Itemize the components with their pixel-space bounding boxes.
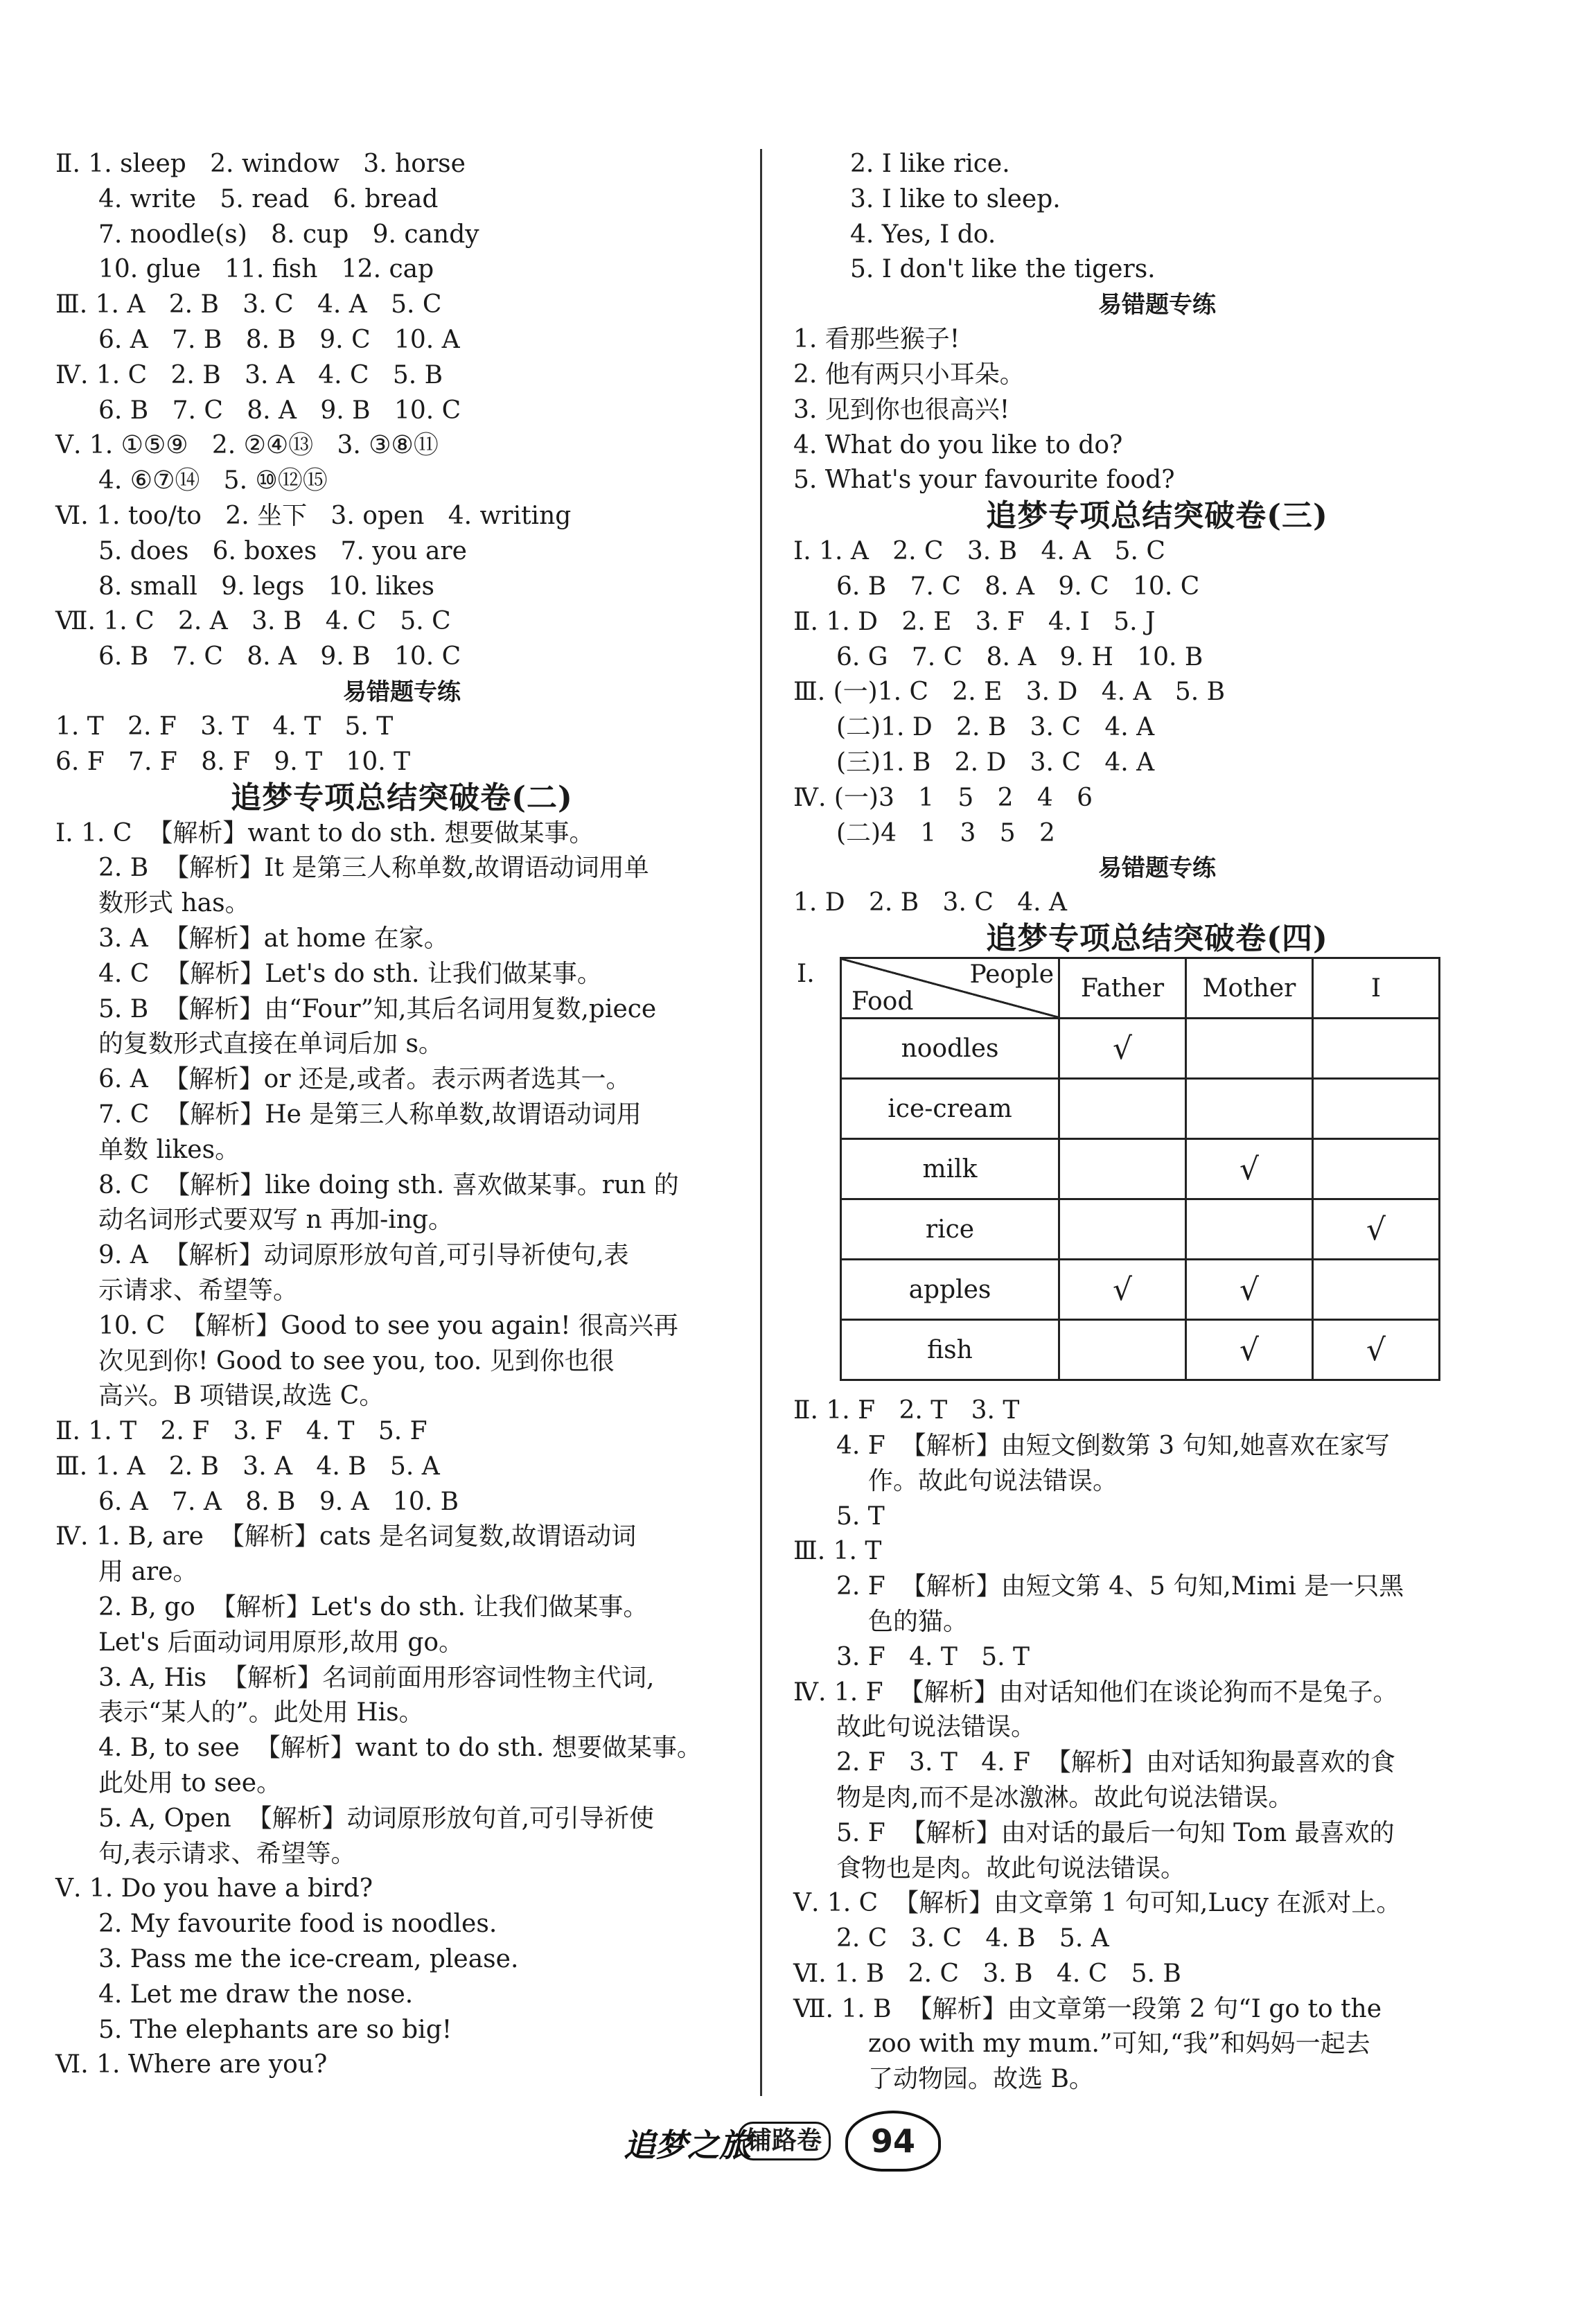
left-column [55,147,748,2083]
answer-line: 2. F 3. T 4. F 【解析】由对话知狗最喜欢的食 [836,1748,1395,1777]
answer-line: 用 are。 [98,1558,198,1587]
answer-line: 4. What do you like to do? [793,430,1123,459]
answer-line: 6. F 7. F 8. F 9. T 10. T [55,747,411,776]
mother-cell [1186,1199,1313,1260]
answer-line: 1. D 2. B 3. C 4. A [793,888,1068,917]
section-subtitle: 易错题专练 [343,678,461,706]
section-subtitle: 易错题专练 [1098,854,1216,883]
answer-line: 数形式 has。 [98,889,250,918]
table-body [841,1019,1440,1380]
answer-line: 7. C 【解析】He 是第三人称单数,故谓语动词用 [98,1100,642,1129]
answer-line: Ⅱ. 1. D 2. E 3. F 4. I 5. J [793,607,1156,636]
answer-line: 6. B 7. C 8. A 9. C 10. C [836,572,1200,601]
answer-line: 2. I like rice. [850,150,1010,178]
answer-line: Ⅵ. 1. B 2. C 3. B 4. C 5. B [793,1959,1181,1988]
answer-line: Ⅳ. 1. B, are 【解析】cats 是名词复数,故谓语动词 [55,1522,637,1551]
answer-line: 作。故此句说法错误。 [868,1466,1118,1495]
answer-line: 2. B 【解析】It 是第三人称单数,故谓语动词用单 [98,854,649,883]
answer-line: 8. small 9. legs 10. likes [98,572,434,601]
answer-line: (三)1. B 2. D 3. C 4. A [836,748,1155,777]
answer-line: 4. C 【解析】Let's do sth. 让我们做某事。 [98,959,602,988]
answer-line: 5. T [836,1502,885,1531]
answer-line: 4. write 5. read 6. bread [98,184,439,213]
survey-table-block [793,957,1521,1393]
mother-cell: √ [1186,1320,1313,1380]
father-cell [1059,1199,1186,1260]
answer-line: Ⅲ. 1. A 2. B 3. C 4. A 5. C [55,290,442,319]
answer-line: 此处用 to see。 [98,1769,282,1798]
mother-cell: √ [1186,1260,1313,1320]
answer-line: 1. 看那些猴子! [793,325,960,354]
brand-badge: 铺路卷 [738,2122,831,2160]
answer-line: 食物也是肉。故此句说法错误。 [836,1854,1186,1883]
answer-line: 6. A 7. B 8. B 9. C 10. A [98,325,460,354]
section-title: 追梦专项总结突破卷(三) [986,498,1328,534]
answer-line: 7. noodle(s) 8. cup 9. candy [98,220,479,249]
food-cell: noodles [841,1019,1059,1079]
answer-line: 5. B 【解析】由“Four”知,其后名词用复数,piece [98,994,657,1023]
answer-line: Ⅵ. 1. Where are you? [55,2050,328,2079]
header-food: Food [852,987,914,1016]
brand-logo-text: 追梦之旅 [624,2127,751,2164]
answer-line: Ⅲ. (一)1. C 2. E 3. D 4. A 5. B [793,678,1226,707]
answer-line: 5. What's your favourite food? [793,466,1175,495]
table-row [841,1019,1440,1079]
answer-line: (二)1. D 2. B 3. C 4. A [836,713,1155,742]
answer-line: 6. A 【解析】or 还是,或者。表示两者选其一。 [98,1065,631,1094]
i-cell: √ [1313,1199,1440,1260]
answer-line: 6. B 7. C 8. A 9. B 10. C [98,396,461,425]
diagonal-header-cell [841,958,1059,1019]
answer-line: 句,表示请求、希望等。 [98,1839,356,1868]
table-row [841,1079,1440,1139]
page-number: 94 [845,2111,941,2172]
answer-line: 3. Pass me the ice-cream, please. [98,1945,519,1974]
i-cell [1313,1260,1440,1320]
table-row [841,1260,1440,1320]
father-cell [1059,1139,1186,1199]
header-father: Father [1059,958,1186,1019]
answer-line: 了动物园。故选 B。 [868,2065,1094,2094]
food-cell: fish [841,1320,1059,1380]
father-cell: √ [1059,1260,1186,1320]
answer-line: 2. F 【解析】由短文第 4、5 句知,Mimi 是一只黑 [836,1572,1404,1601]
answer-line: 5. The elephants are so big! [98,2015,452,2044]
answer-line: 4. ⑥⑦⑭ 5. ⑩⑫⑮ [98,466,328,495]
answer-line: Ⅱ. 1. T 2. F 3. F 4. T 5. F [55,1417,427,1446]
answer-line: Ⅰ. 1. C 【解析】want to do sth. 想要做某事。 [55,818,594,847]
answer-line: Ⅲ. 1. T [793,1537,882,1566]
answer-line: Let's 后面动词用原形,故用 go。 [98,1628,464,1657]
answer-line: 3. 见到你也很高兴! [793,395,1010,424]
i-cell: √ [1313,1320,1440,1380]
answer-line: Ⅵ. 1. too/to 2. 坐下 3. open 4. writing [55,501,572,530]
answer-line: 次见到你! Good to see you, too. 见到你也很 [98,1346,615,1375]
answer-line: 3. I like to sleep. [850,184,1061,213]
answer-line: 4. Let me draw the nose. [98,1980,414,2009]
answer-line: Ⅶ. 1. B 【解析】由文章第一段第 2 句“I go to the [793,1994,1382,2023]
food-cell: ice-cream [841,1079,1059,1139]
father-cell [1059,1079,1186,1139]
right-bottom-block [793,1393,1521,2097]
i-cell [1313,1019,1440,1079]
answer-line: 4. F 【解析】由短文倒数第 3 句知,她喜欢在家写 [836,1431,1390,1460]
answer-line: Ⅴ. 1. C 【解析】由文章第 1 句可知,Lucy 在派对上。 [793,1889,1402,1918]
answer-line: 6. B 7. C 8. A 9. B 10. C [98,642,461,671]
father-cell: √ [1059,1019,1186,1079]
i-cell [1313,1139,1440,1199]
answer-line: Ⅴ. 1. Do you have a bird? [55,1874,373,1903]
answer-line: 的复数形式直接在单词后加 s。 [98,1030,443,1059]
header-i: I [1313,958,1440,1019]
i-cell [1313,1079,1440,1139]
right-top-block [793,147,1521,957]
answer-line: 物是肉,而不是冰激淋。故此句说法错误。 [836,1783,1294,1812]
father-cell [1059,1320,1186,1380]
food-cell: apples [841,1260,1059,1320]
mother-cell: √ [1186,1139,1313,1199]
answer-line: 6. G 7. C 8. A 9. H 10. B [836,642,1203,671]
column-divider [760,149,762,2096]
answer-line: 5. I don't like the tigers. [850,255,1156,284]
table-header-row [841,958,1440,1019]
answer-line: 4. Yes, I do. [850,220,996,249]
answer-line: 2. My favourite food is noodles. [98,1910,497,1939]
food-survey-table [840,957,1440,1381]
answer-line: Ⅶ. 1. C 2. A 3. B 4. C 5. C [55,607,451,636]
answer-line: 高兴。B 项错误,故选 C。 [98,1382,385,1411]
answer-line: 示请求、希望等。 [98,1276,299,1305]
food-cell: milk [841,1139,1059,1199]
header-people: People [969,960,1054,989]
answer-line: 1. T 2. F 3. T 4. T 5. T [55,712,394,741]
answer-line: 3. F 4. T 5. T [836,1642,1030,1671]
mother-cell [1186,1019,1313,1079]
answer-line: 2. B, go 【解析】Let's do sth. 让我们做某事。 [98,1593,649,1622]
section-title: 追梦专项总结突破卷(四) [986,921,1328,957]
header-mother: Mother [1186,958,1313,1019]
answer-line: 3. A, His 【解析】名词前面用形容词性物主代词, [98,1663,655,1692]
answer-line: 6. A 7. A 8. B 9. A 10. B [98,1487,459,1516]
answer-line: Ⅴ. 1. ①⑤⑨ 2. ②④⑬ 3. ③⑧⑪ [55,431,439,460]
answer-line: Ⅱ. 1. F 2. T 3. T [793,1396,1020,1425]
answer-line: 2. C 3. C 4. B 5. A [836,1924,1109,1953]
answer-line: 8. C 【解析】like doing sth. 喜欢做某事。run 的 [98,1170,679,1199]
answer-line: Ⅲ. 1. A 2. B 3. A 4. B 5. A [55,1452,440,1481]
answer-line: 5. F 【解析】由对话的最后一句知 Tom 最喜欢的 [836,1818,1395,1847]
answer-line: 10. C 【解析】Good to see you again! 很高兴再 [98,1311,679,1340]
answer-line: 10. glue 11. fish 12. cap [98,255,434,284]
answer-line: 单数 likes。 [98,1135,240,1164]
answer-line: 5. does 6. boxes 7. you are [98,536,467,565]
answer-line: 9. A 【解析】动词原形放句首,可引导祈使句,表 [98,1241,629,1270]
answer-line: Ⅰ. 1. A 2. C 3. B 4. A 5. C [793,537,1165,566]
section-title: 追梦专项总结突破卷(二) [231,780,573,816]
answer-line: 4. B, to see 【解析】want to do sth. 想要做某事。 [98,1734,702,1763]
answer-line: 故此句说法错误。 [836,1713,1036,1742]
answer-line: Ⅳ. 1. F 【解析】由对话知他们在谈论狗而不是兔子。 [793,1678,1398,1707]
answer-line: zoo with my mum.”可知,“我”和妈妈一起去 [868,2030,1370,2059]
answer-line: 色的猫。 [868,1607,969,1636]
answer-line: 动名词形式要双写 n 再加-ing。 [98,1206,453,1235]
answer-line: 3. A 【解析】at home 在家。 [98,924,449,953]
answer-line: (二)4 1 3 5 2 [836,818,1055,847]
right-column [793,147,1521,2097]
table-row [841,1139,1440,1199]
answer-line: 表示“某人的”。此处用 His。 [98,1698,424,1727]
answer-line: 5. A, Open 【解析】动词原形放句首,可引导祈使 [98,1804,655,1833]
table-row [841,1320,1440,1380]
section-subtitle: 易错题专练 [1098,291,1216,319]
answer-line: Ⅱ. 1. sleep 2. window 3. horse [55,150,466,178]
answer-line: Ⅳ. 1. C 2. B 3. A 4. C 5. B [55,360,443,389]
answer-line: Ⅳ. (一)3 1 5 2 4 6 [793,783,1093,812]
answer-line: 2. 他有两只小耳朵。 [793,360,1025,389]
mother-cell [1186,1079,1313,1139]
page-footer [610,2106,970,2183]
food-cell: rice [841,1199,1059,1260]
section-roman: Ⅰ. [797,960,815,989]
table-row [841,1199,1440,1260]
